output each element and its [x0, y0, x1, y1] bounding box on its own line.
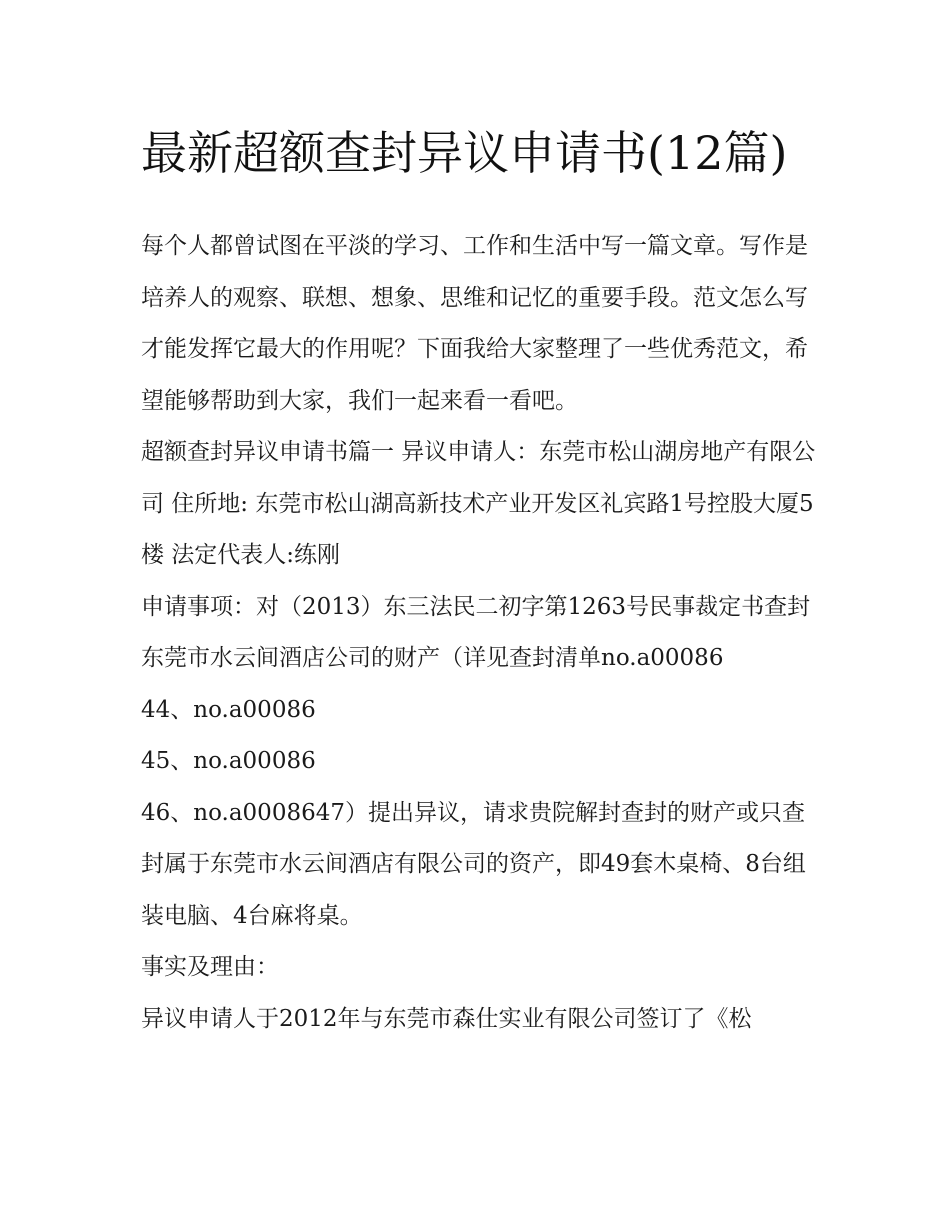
paragraph-facts-heading: 事实及理由：: [141, 954, 279, 980]
paragraph-list-46: 46、no.a0008647）提出异议，请求贵院解封查封的财产或只查封属于东莞市水云间酒店有限公司的资产，即49套木桌椅、8台组装电脑、4台麻将桌。: [141, 799, 806, 929]
paragraph-list-44: 44、no.a00086: [141, 696, 316, 723]
paragraph-intro: 每个人都曾试图在平淡的学习、工作和生活中写一篇文章。写作是培养人的观察、联想、想象、思维和记忆的重要手段。范文怎么写才能发挥它最大的作用呢？下面我给大家整理了一些优秀范文，希望能够帮助到大家，我们一起来看一看吧。: [141, 233, 808, 414]
document-title: 最新超额查封异议申请书(12篇): [141, 126, 788, 180]
paragraph-applicant: 超额查封异议申请书篇一 异议申请人：东莞市松山湖房地产有限公司 住所地: 东莞市松山湖高新技术产业开发区礼宾路1号控股大厦5楼 法定代表人:练刚: [141, 439, 816, 568]
paragraph-list-45: 45、no.a00086: [141, 748, 316, 774]
document-page: [141, 112, 816, 1045]
paragraph-request: 申请事项：对（2013）东三法民二初字第1263号民事裁定书查封东莞市水云间酒店公司的财产（详见查封清单no.a00086: [141, 593, 811, 671]
paragraph-facts: 异议申请人于2012年与东莞市森仕实业有限公司签订了《松: [141, 1005, 752, 1032]
